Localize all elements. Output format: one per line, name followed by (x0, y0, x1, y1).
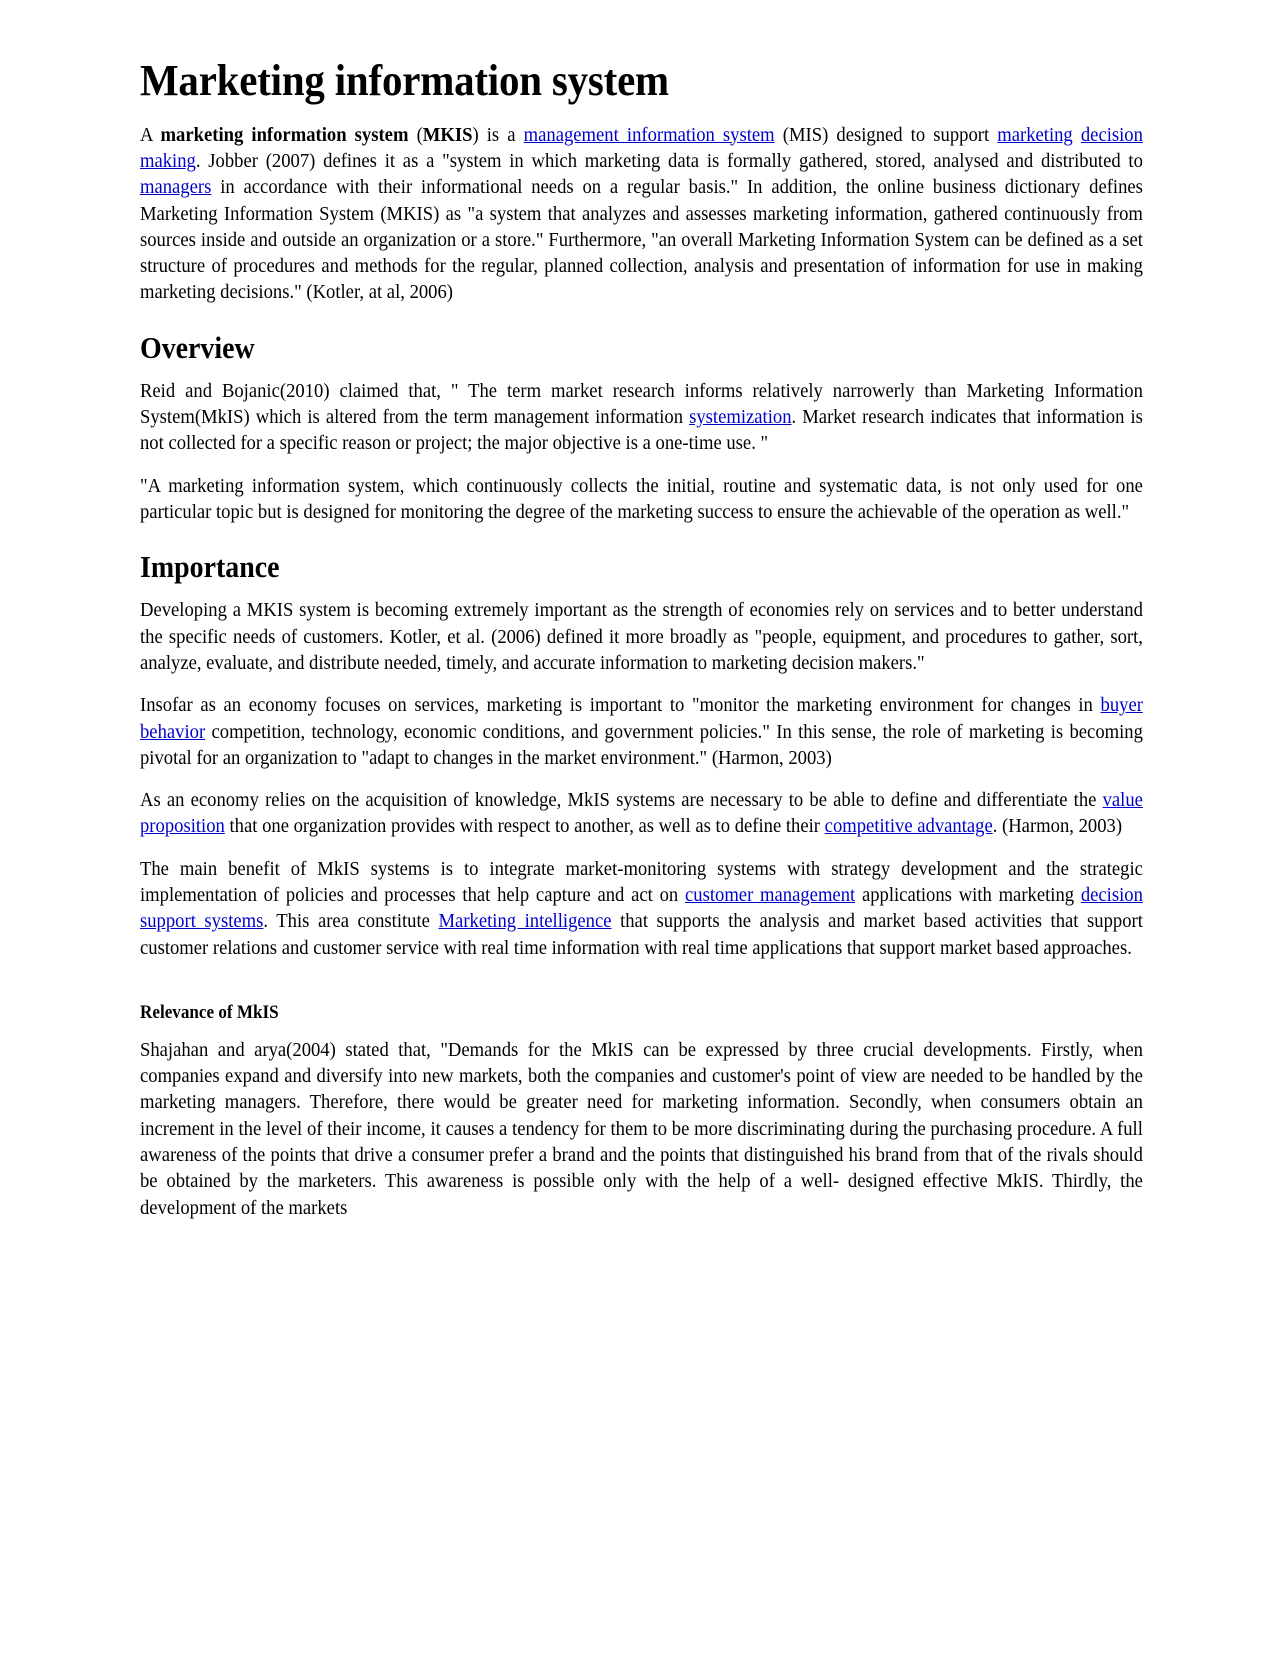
intro-text-4: (MIS) designed to support (774, 124, 998, 146)
link-customer-management[interactable]: customer management (685, 885, 856, 907)
overview-paragraph-2: "A marketing information system, which continuously collects the initial, routine and systematic data, is not only used for one particular topic but is designed for monitoring the degree of the marketing success to ensure the achievable of the operation as well." (140, 475, 1143, 523)
link-value-proposition[interactable]: value proposition (140, 790, 1143, 838)
link-competitive-advantage[interactable]: competitive advantage (824, 816, 993, 838)
section-heading-overview: Overview (140, 329, 255, 365)
importance-p4-text-2: applications with marketing (855, 885, 1081, 907)
intro-text-7: in accordance with their informational needs on a regular basis." In addition, the online business dictionary defines Marketing Information System (MKIS) as "a system that analyzes and assesses marketing information, gathered continuously from sources inside and outside an organization or a store." Furthermore, "an overall Marketing Information System can be defined as a set structure of procedures and methods for the regular, planned collection, analysis and presentation of information for use in making marketing decisions." (Kotler, at al, 2006) (140, 177, 1143, 304)
importance-p3-text-3: . (Harmon, 2003) (992, 816, 1123, 838)
link-management-information-system[interactable]: management information system (523, 124, 775, 146)
importance-paragraph-4 (140, 857, 1143, 962)
overview-text-2: . Market research indicates that information is not collected for a specific reason or project; the major objective is a one-time use. " (140, 407, 1143, 455)
importance-p4-text-4: that supports the analysis and market based activities that support customer relations and customer service with real time information with real time applications that support market based approaches. (140, 911, 1143, 959)
intro-text-3: ) is a (472, 124, 524, 146)
intro-text-2: ( (408, 124, 423, 146)
importance-paragraph-2 (140, 693, 1143, 772)
overview-text-1: Reid and Bojanic(2010) claimed that, " The term market research informs relatively narrowerly than Marketing Information System(MkIS) which is altered from the term management information (140, 380, 1143, 429)
importance-p4-text-1: The main benefit of MkIS systems is to integrate market-monitoring systems with strategy development and the strategic implementation of policies and processes that help capture and act on (140, 858, 1143, 907)
importance-paragraph-3 (140, 788, 1143, 841)
importance-paragraph-1: Developing a MKIS system is becoming extremely important as the strength of economies rely on services and to better understand the specific needs of customers. Kotler, et al. (2006) defined it more broadly as "people, equipment, and procedures to gather, sort, analyze, evaluate, and distribute needed, timely, and accurate information to marketing decision makers." (140, 600, 1143, 674)
link-managers[interactable]: managers (140, 177, 212, 199)
importance-p4-text-3: . This area constitute (263, 911, 439, 933)
intro-bold-term-2: MKIS (422, 124, 473, 146)
link-buyer-behavior[interactable]: buyer behavior (140, 695, 1143, 743)
intro-bold-term-1: marketing information system (160, 124, 409, 146)
link-decision-support-systems[interactable]: decision support systems (140, 885, 1143, 933)
subsection-heading-relevance-of-mkis: Relevance of MkIS (140, 1001, 279, 1023)
importance-p3-text-2: that one organization provides with respect to another, as well as to define their (224, 816, 825, 838)
link-marketing[interactable]: marketing (997, 124, 1073, 146)
intro-text-6: . Jobber (2007) defines it as a "system in which marketing data is formally gathered, stored, analysed and distributed to (195, 150, 1143, 172)
link-decision-making[interactable]: decision making (140, 124, 1143, 172)
relevance-paragraph-1: Shajahan and arya(2004) stated that, "Demands for the MkIS can be expressed by three crucial developments. Firstly, when companies expand and diversify into new markets, both the companies and customer's point of view are needed to be handled by the marketing managers. Therefore, there would be greater need for marketing information. Secondly, when consumers obtain an increment in the level of their income, it causes a tendency for them to be more discriminating during the purchasing procedure. A full awareness of the points that drive a consumer prefer a brand and the points that distinguished his brand from that of the rivals should be obtained by the marketers. This awareness is possible only with the help of a well- designed effective MkIS. Thirdly, the development of the markets (140, 1039, 1143, 1219)
link-systemization[interactable]: systemization (689, 407, 792, 429)
link-marketing-intelligence[interactable]: Marketing intelligence (438, 911, 612, 933)
importance-p2-text-2: competition, technology, economic conditions, and government policies." In this sense, the role of marketing is becoming pivotal for an organization to "adapt to changes in the market environment." (Harmon, 2003) (140, 721, 1143, 769)
importance-p3-text-1: As an economy relies on the acquisition of knowledge, MkIS systems are necessary to be able to define and differentiate the (140, 790, 1103, 812)
intro-text-5 (1073, 125, 1081, 146)
section-heading-importance: Importance (140, 549, 280, 585)
importance-p2-text-1: Insofar as an economy focuses on services, marketing is important to "monitor the marketing environment for changes in (140, 695, 1101, 717)
page-title: Marketing information system (140, 56, 669, 105)
intro-text-1: A (140, 124, 161, 146)
overview-paragraph-1 (140, 379, 1143, 458)
intro-paragraph (140, 123, 1143, 307)
